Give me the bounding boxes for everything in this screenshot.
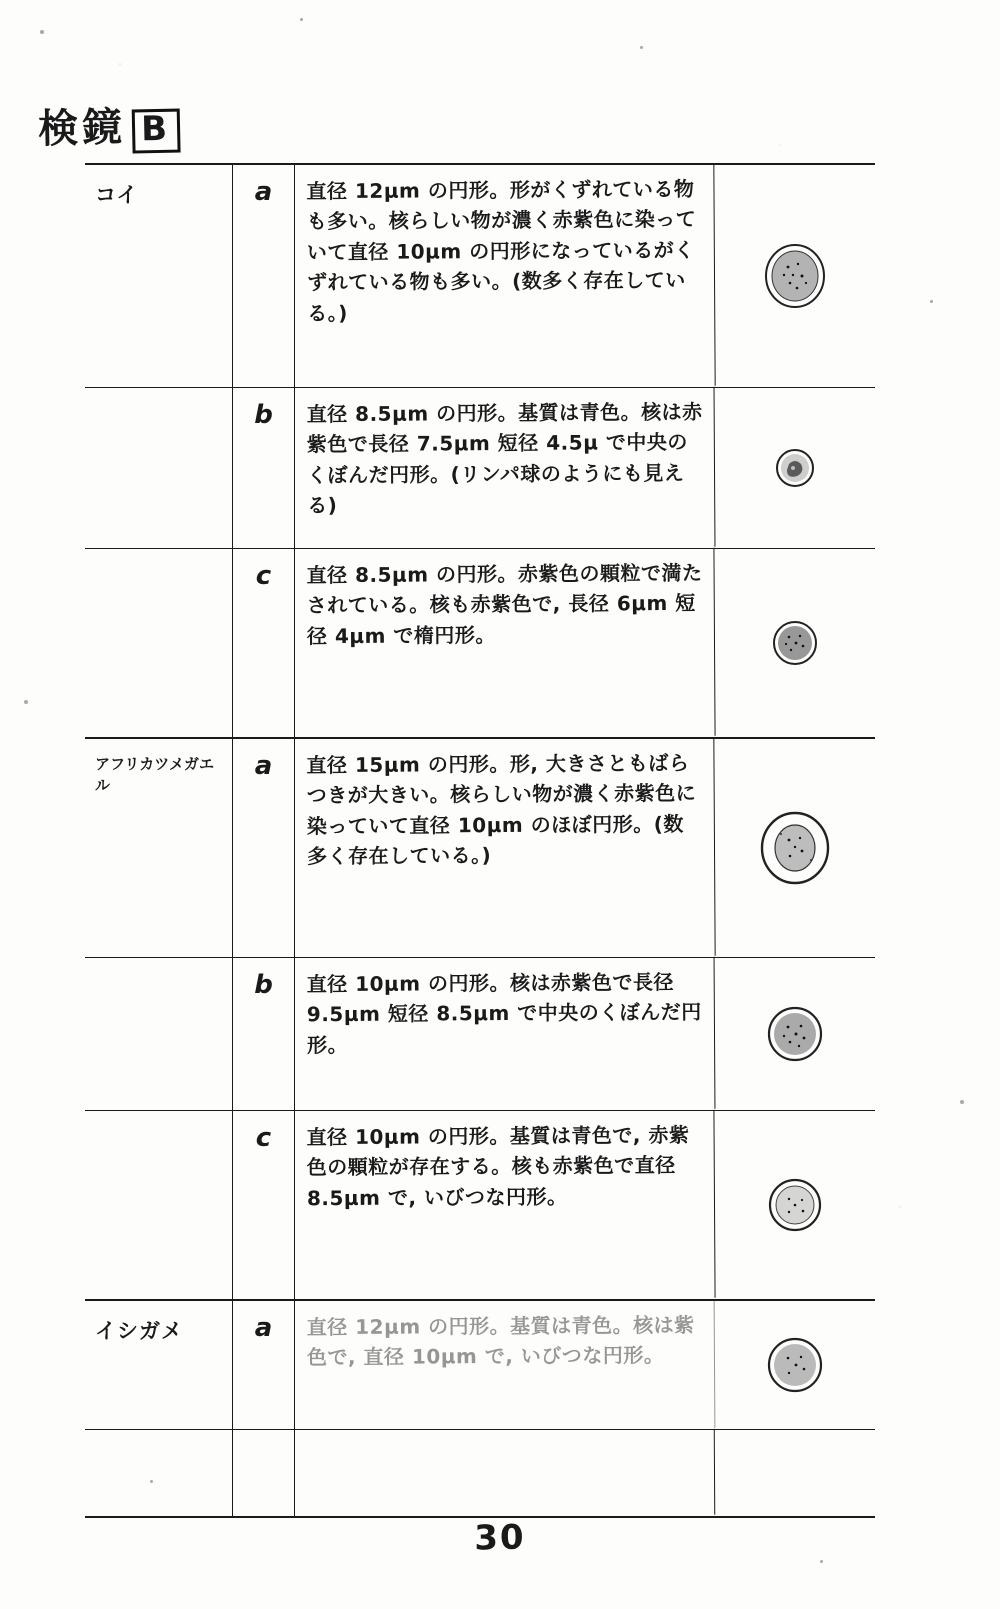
description-cell: 直径 15μm の円形。形, 大きさともばらつきが大きい。核らしい物が濃く赤紫色に染っていて直径 10μm のほぼ円形。(数多く存在している。) (294, 738, 715, 959)
table-row (85, 388, 875, 549)
drawing-cell (715, 1111, 875, 1299)
sample-label-cell (233, 1430, 295, 1516)
paper-speck (640, 46, 643, 49)
table-row (85, 165, 875, 388)
table-row (85, 1430, 875, 1516)
drawing-cell (715, 549, 875, 737)
cell-sketch-oval-nucleated-icon (745, 798, 845, 898)
drawing-cell (715, 165, 875, 387)
sample-label-cell: a (233, 1301, 295, 1429)
sample-label-cell: c (233, 549, 295, 737)
species-cell-empty (85, 388, 233, 548)
sample-label-cell: c (233, 1111, 295, 1299)
paper-speck (960, 1100, 964, 1104)
page-number: 30 (473, 1517, 527, 1559)
species-cell: イシガメ (85, 1301, 233, 1429)
sample-label-cell: b (233, 388, 295, 548)
drawing-cell (715, 1301, 875, 1429)
sample-label-cell: b (233, 958, 295, 1110)
table-row (85, 1301, 875, 1430)
drawing-cell (715, 739, 875, 957)
description-cell: 直径 12μm の円形。形がくずれている物も多い。核らしい物が濃く赤紫色に染っていて直径 10μm の円形になっているがくずれている物も多い。(数多く存在している。) (294, 164, 715, 389)
table-group (85, 165, 875, 739)
drawing-cell (715, 388, 875, 548)
description-cell: 直径 10μm の円形。核は赤紫色で長径 9.5μm 短径 8.5μm で中央のくぼんだ円形。 (295, 957, 716, 1112)
table-row (85, 739, 875, 958)
species-cell-empty (85, 1111, 233, 1299)
cell-sketch-large-granular-icon (750, 231, 840, 321)
sample-label-cell: a (233, 739, 295, 957)
cell-sketch-faint-granular-icon (755, 1325, 835, 1405)
drawing-cell (715, 958, 875, 1110)
table-group (85, 1301, 875, 1516)
paper-speck (300, 18, 303, 21)
species-cell-empty (85, 958, 233, 1110)
paper-speck (930, 300, 933, 303)
species-cell-empty (85, 549, 233, 737)
table-row (85, 958, 875, 1111)
observation-table (85, 163, 875, 1518)
description-cell: 直径 12μm の円形。基質は青色。核は紫色で, 直径 10μm で, いびつな円形。 (295, 1300, 716, 1431)
description-cell (295, 1429, 716, 1518)
description-cell: 直径 8.5μm の円形。赤紫色の顆粒で満たされている。核も赤紫色で, 長径 6μm 短径 4μm で楕円形。 (294, 548, 715, 739)
species-cell: アフリカツメガエル (85, 739, 233, 957)
cell-sketch-small-nucleus-icon (765, 438, 825, 498)
description-cell: 直径 10μm の円形。基質は青色で, 赤紫色の顆粒が存在する。核も赤紫色で直径 8.5μm で, いびつな円形。 (294, 1110, 715, 1301)
cell-sketch-speckled-icon (756, 1166, 834, 1244)
description-text: 直径 8.5μm の円形。基質は青色。核は赤紫色で長径 7.5μm 短径 4.5μ で中央のくぼんだ円形。(リンパ球のようにも見える) (306, 399, 703, 518)
sample-label-cell: a (233, 165, 295, 387)
table-group (85, 739, 875, 1301)
table-row (85, 1111, 875, 1299)
cell-sketch-dense-granular-icon (762, 610, 828, 676)
paper-speck (24, 700, 28, 704)
page-title (37, 95, 180, 156)
paper-speck (820, 1560, 823, 1563)
cell-sketch-round-granular-icon (756, 995, 834, 1073)
drawing-cell-empty (715, 1430, 875, 1516)
description-cell (295, 387, 716, 550)
species-cell: コイ (85, 165, 233, 387)
table-row (85, 549, 875, 737)
species-cell-empty (85, 1430, 233, 1516)
page-title-text: 検鏡 (37, 104, 127, 153)
page-title-badge: B (132, 109, 181, 154)
paper-speck (40, 30, 44, 34)
